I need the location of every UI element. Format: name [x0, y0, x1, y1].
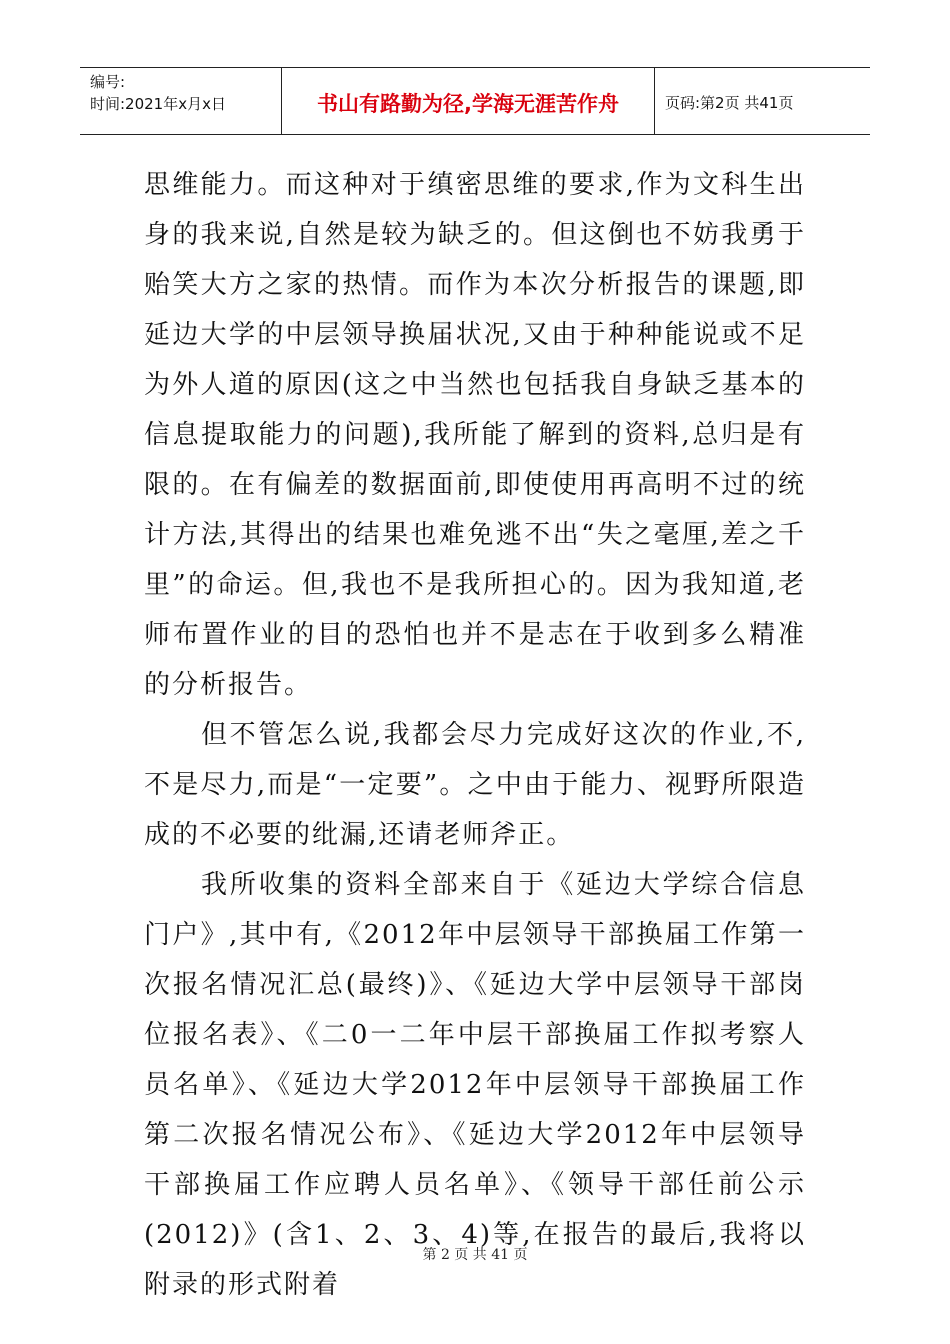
document-body: [144, 160, 806, 1310]
header-meta: [80, 68, 282, 134]
page-header: [80, 67, 870, 135]
body-paragraph-3: 我所收集的资料全部来自于《延边大学综合信息门户》,其中有,《2012年中层领导干部换届工作第一次报名情况汇总(最终)》、《延边大学中层领导干部岗位报名表》、《二0一二年中层干部换届工作拟考察人员名单》、《延边大学2012年中层领导干部换届工作第二次报名情况公布》、《延边大学2012年中层领导干部换届工作应聘人员名单》、《领导干部任前公示(2012)》(含1、2、3、4)等,在报告的最后,我将以附录的形式附着: [144, 870, 806, 1300]
document-time-label: 时间:2021年x月x日: [90, 95, 226, 113]
body-paragraph-1: 思维能力。而这种对于缜密思维的要求,作为文科生出身的我来说,自然是较为缺乏的。但这倒也不妨我勇于贻笑大方之家的热情。而作为本次分析报告的课题,即延边大学的中层领导换届状况,又由于种种能说或不足为外人道的原因(这之中当然也包括我自身缺乏基本的信息提取能力的问题),我所能了解到的资料,总归是有限的。在有偏差的数据面前,即使使用再高明不过的统计方法,其得出的结果也难免逃不出“失之毫厘,差之千里”的命运。但,我也不是我所担心的。因为我知道,老师布置作业的目的恐怕也并不是志在于收到多么精准的分析报告。: [144, 170, 806, 700]
header-page-info: 页码:第2页 共41页: [665, 93, 794, 112]
page-footer: 第 2 页 共 41 页: [422, 1247, 528, 1263]
body-paragraph-2: 但不管怎么说,我都会尽力完成好这次的作业,不,不是尽力,而是“一定要”。之中由于能力、视野所限造成的不必要的纰漏,还请老师斧正。: [144, 720, 806, 850]
header-motto: 书山有路勤为径,学海无涯苦作舟: [282, 68, 655, 134]
document-number-label: 编号:: [90, 73, 126, 91]
